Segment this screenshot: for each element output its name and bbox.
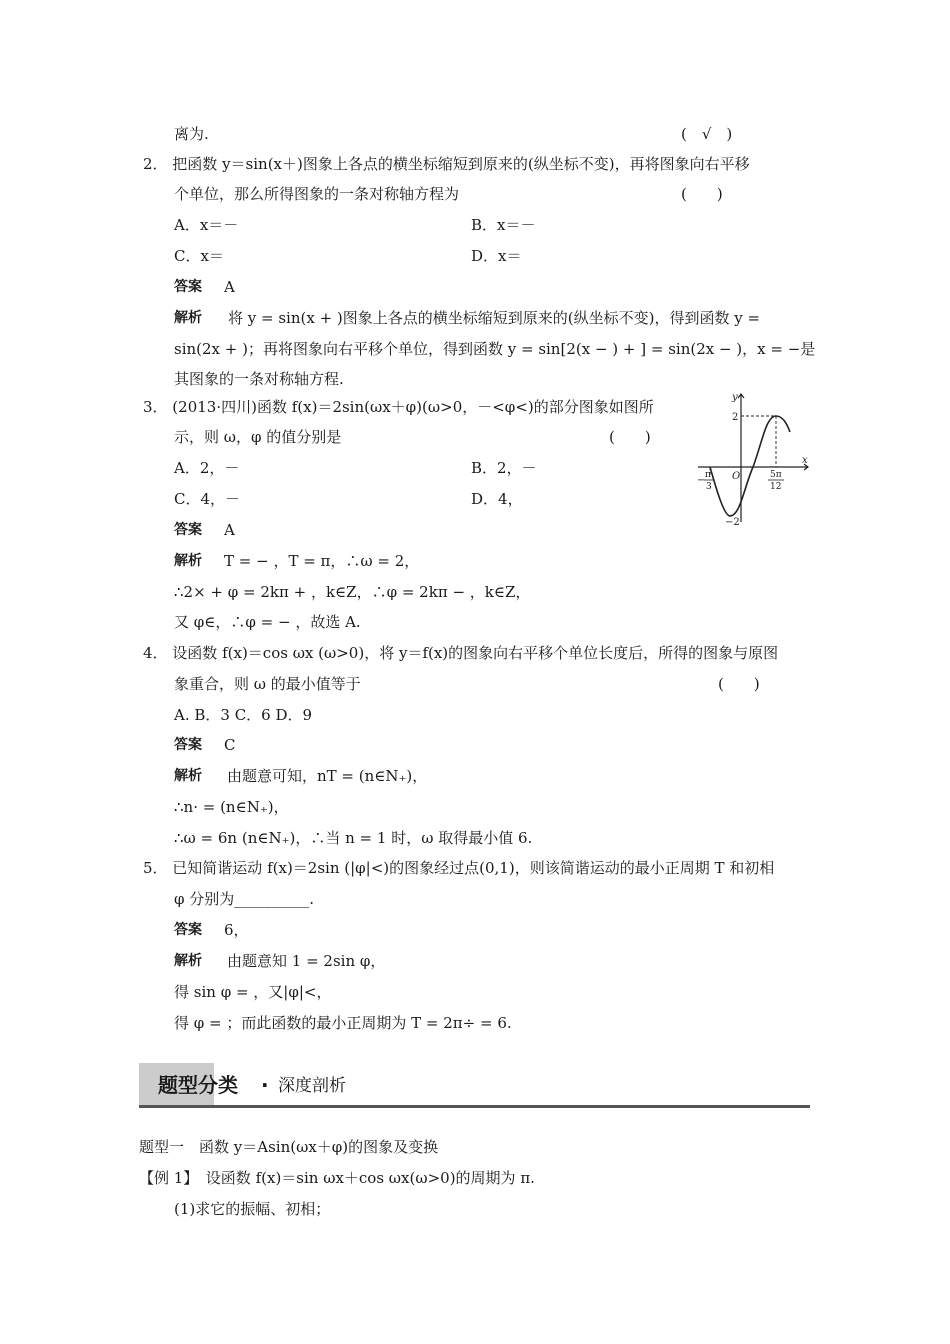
analysis-text: 得 φ = ；而此函数的最小正周期为 T = 2π÷ = 6. [174,1014,512,1032]
y-min-label: −2 [725,517,740,528]
analysis-text: 由题意知 1 = 2sin φ， [227,952,386,970]
text-line: 离为. [174,125,209,143]
answer-parentheses: ( √ ) [681,125,733,143]
section-subtitle: 深度剖析 [278,1076,346,1096]
question-3-stem: 3． (2013·四川)函数 f(x)＝2sin(ωx＋φ)(ω>0，－<φ<)的部分图象如图所 [143,398,654,416]
analysis-text: 由题意可知，nT = (n∈N₊)， [227,767,428,785]
answer-value: A [224,521,235,539]
answer-parentheses: ( ) [681,185,723,203]
section-header-rule [139,1105,810,1108]
question-2-stem-cont: 个单位，那么所得图象的一条对称轴方程为 [174,185,460,203]
sub-question: (1)求它的振幅、初相； [174,1200,331,1218]
x-left-numerator: π [705,470,711,480]
sine-graph-figure [696,388,816,528]
option-d: D．4， [471,490,523,508]
question-3-stem-cont: 示，则 ω，φ 的值分别是 [174,428,342,446]
answer-value: 6， [224,921,249,939]
question-5-stem-cont: φ 分别为__________. [174,890,315,908]
analysis-text: ∴n· = (n∈N₊)， [174,798,289,816]
example-heading: 【例 1】 设函数 f(x)＝sin ωx＋cos ωx(ω>0)的周期为 π. [139,1169,535,1187]
option-b: B．2，－ [471,459,537,477]
question-4-stem-cont: 象重合，则 ω 的最小值等于 [174,675,361,693]
topic-heading: 题型一 函数 y＝Asin(ωx＋φ)的图象及变换 [139,1138,439,1156]
analysis-text: T = − ，T = π，∴ω = 2， [224,552,420,570]
x-left-sign: − [697,475,706,486]
answer-label: 答案 [174,279,202,295]
question-4-stem: 4． 设函数 f(x)＝cos ωx (ω>0)，将 y＝f(x)的图象向右平移个单位长度后，所得的图象与原图 [143,644,779,662]
analysis-text: 得 sin φ = ，又|φ|<， [174,983,332,1001]
analysis-text: 又 φ∈，∴φ = − ，故选 A. [174,613,361,631]
section-separator: · [261,1073,269,1097]
y-axis-label: y [732,392,738,403]
x-right-denominator: 12 [770,482,782,492]
analysis-text: 其图象的一条对称轴方程. [174,370,344,388]
section-header [139,1063,810,1109]
analysis-label: 解析 [174,953,202,969]
answer-label: 答案 [174,522,202,538]
x-right-numerator: 5π [770,470,782,480]
analysis-text: 将 y = sin(x + )图象上各点的横坐标缩短到原来的(纵坐标不变)，得到函数 y = [228,309,761,327]
answer-parentheses: ( ) [609,428,651,446]
option-c: C．x＝ [174,247,224,265]
question-5-stem: 5． 已知简谐运动 f(x)＝2sin (|φ|<)的图象经过点(0,1)，则该简谐运动的最小正周期 T 和初相 [143,859,775,877]
x-left-denominator: 3 [706,482,712,492]
analysis-text: ∴ω = 6n (n∈N₊)，∴当 n = 1 时，ω 取得最小值 6. [174,829,533,847]
analysis-text: sin(2x + )；再将图象向右平移个单位，得到函数 y = sin[2(x − ) + ] = sin(2x − )，x = −是 [174,340,816,358]
analysis-label: 解析 [174,768,202,784]
x-axis-label: x [802,455,808,466]
option-a: A．x＝－ [174,216,239,234]
option-b: B．x＝－ [471,216,536,234]
option-d: D．x＝ [471,247,522,265]
section-title: 题型分类 [158,1073,238,1097]
answer-parentheses: ( ) [718,675,760,693]
y-max-label: 2 [732,412,739,423]
sine-curve [710,416,790,516]
option-c: C．4，－ [174,490,241,508]
origin-label: O [732,471,741,482]
analysis-label: 解析 [174,310,202,326]
analysis-label: 解析 [174,553,202,569]
answer-label: 答案 [174,737,202,753]
analysis-text: ∴2× + φ = 2kπ + ，k∈Z，∴φ = 2kπ − ，k∈Z， [174,583,531,601]
option-a: A．2，－ [174,459,240,477]
answer-label: 答案 [174,922,202,938]
options-inline: A. B．3 C．6 D．9 [174,706,313,724]
question-2-stem: 2． 把函数 y＝sin(x＋)图象上各点的横坐标缩短到原来的(纵坐标不变)，再将图象向右平移 [143,155,750,173]
answer-value: C [224,736,236,754]
answer-value: A [224,278,235,296]
